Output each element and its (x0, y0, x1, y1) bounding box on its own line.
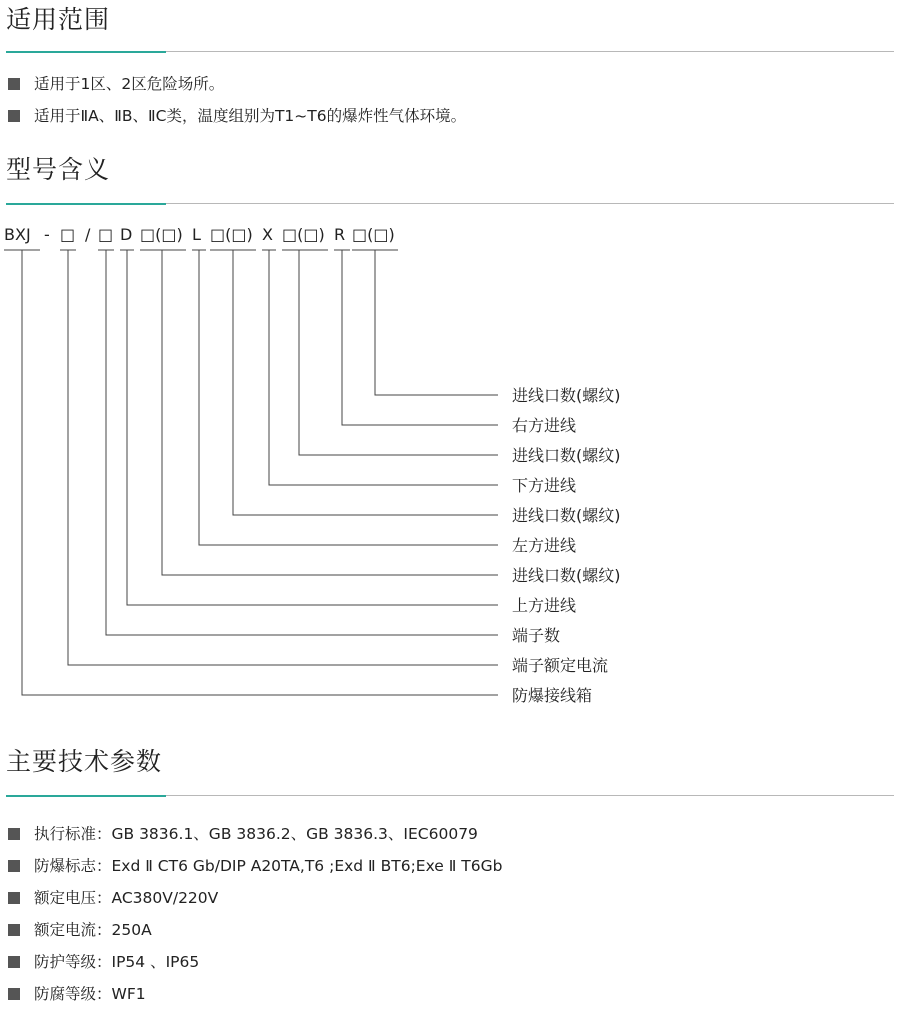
leader-line (162, 250, 498, 575)
model-code-diagram (0, 210, 900, 710)
square-bullet-icon (8, 892, 20, 904)
list-item (8, 888, 502, 908)
list-item (8, 106, 466, 126)
description-label: 上方进线 (512, 596, 577, 615)
square-bullet-icon (8, 860, 20, 872)
code-token: □(□) (352, 225, 395, 244)
square-bullet-icon (8, 988, 20, 1000)
specs-title: 主要技术参数 (6, 747, 163, 776)
model-title: 型号含义 (6, 155, 111, 184)
list-item (8, 984, 502, 1004)
description-label: 端子数 (512, 626, 561, 645)
leader-line (375, 250, 498, 395)
description-label: 下方进线 (512, 476, 577, 495)
model-code-row (4, 225, 395, 244)
list-item-text: 额定电压：AC380V/220V (34, 889, 219, 907)
description-label: 进线口数(螺纹) (512, 446, 621, 465)
list-item (8, 856, 502, 876)
description-label: 进线口数(螺纹) (512, 506, 621, 525)
code-token: X (262, 225, 273, 244)
leader-line (199, 250, 498, 545)
list-item-text: 防护等级：IP54 、IP65 (34, 953, 200, 971)
square-bullet-icon (8, 924, 20, 936)
code-token: - (44, 225, 50, 244)
code-token: D (120, 225, 133, 244)
leader-line (342, 250, 498, 425)
description-labels (512, 386, 621, 705)
leader-lines (4, 250, 498, 695)
code-token: □ (60, 225, 76, 244)
scope-title: 适用范围 (6, 5, 111, 34)
code-token: L (192, 225, 201, 244)
scope-list (8, 74, 466, 126)
list-item (8, 920, 502, 940)
leader-line (106, 250, 498, 635)
model-divider (6, 203, 894, 204)
list-item-text: 防腐等级：WF1 (34, 985, 146, 1003)
specs-divider (6, 795, 894, 796)
list-item-text: 适用于ⅡA、ⅡB、ⅡC类，温度组别为T1~T6的爆炸性气体环境。 (34, 107, 467, 125)
leader-line (22, 250, 498, 695)
leader-line (269, 250, 498, 485)
code-token: □(□) (210, 225, 253, 244)
square-bullet-icon (8, 828, 20, 840)
list-item-text: 执行标准：GB 3836.1、GB 3836.2、GB 3836.3、IEC60079 (34, 825, 478, 843)
scope-divider-accent (6, 51, 166, 53)
code-token: □(□) (140, 225, 183, 244)
code-token: BXJ (4, 225, 31, 244)
specs-list (8, 824, 502, 1004)
list-item-text: 额定电流：250A (34, 921, 152, 939)
list-item (8, 824, 502, 844)
code-token: / (85, 225, 91, 244)
leader-line (68, 250, 498, 665)
description-label: 左方进线 (512, 536, 577, 555)
list-item (8, 952, 502, 972)
square-bullet-icon (8, 110, 20, 122)
code-token: □ (98, 225, 114, 244)
code-token: R (334, 225, 346, 244)
square-bullet-icon (8, 956, 20, 968)
leader-line (127, 250, 498, 605)
list-item-text: 防爆标志：Exd Ⅱ CT6 Gb/DIP A20TA,T6 ;Exd Ⅱ BT6;Exe Ⅱ T6Gb (34, 857, 503, 875)
model-divider-accent (6, 203, 166, 205)
leader-line (233, 250, 498, 515)
square-bullet-icon (8, 78, 20, 90)
description-label: 进线口数(螺纹) (512, 566, 621, 585)
list-item-text: 适用于1区、2区危险场所。 (34, 75, 225, 93)
leader-line (299, 250, 498, 455)
scope-divider (6, 51, 894, 52)
description-label: 防爆接线箱 (512, 686, 593, 705)
description-label: 进线口数(螺纹) (512, 386, 621, 405)
specs-divider-accent (6, 795, 166, 797)
description-label: 右方进线 (512, 416, 577, 435)
code-token: □(□) (282, 225, 325, 244)
list-item (8, 74, 466, 94)
description-label: 端子额定电流 (512, 656, 609, 675)
